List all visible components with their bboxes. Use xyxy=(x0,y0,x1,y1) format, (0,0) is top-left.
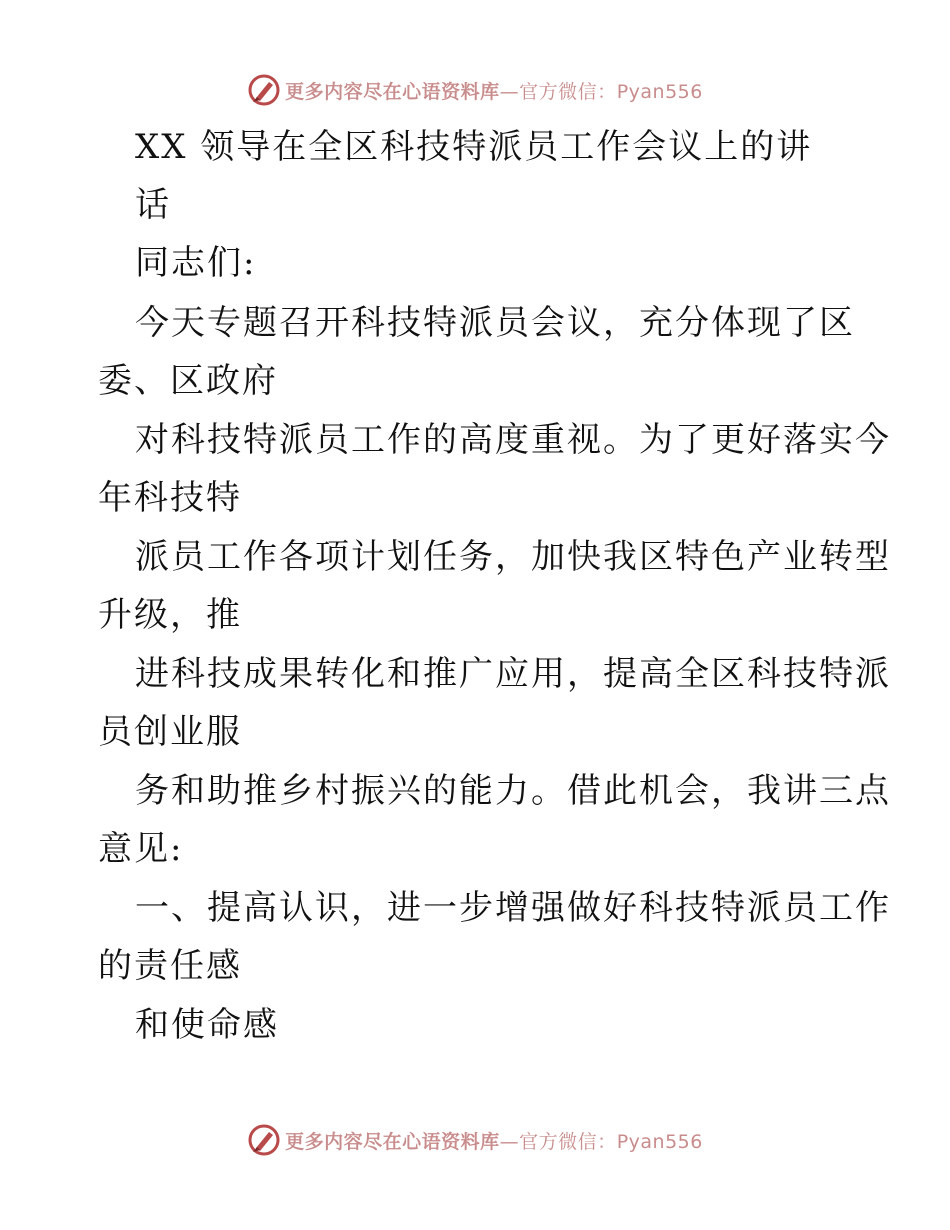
doc-line: 和使命感 xyxy=(135,1005,279,1045)
doc-line: 升级，推 xyxy=(98,595,242,635)
doc-line: 务和助推乡村振兴的能力。借此机会，我讲三点 xyxy=(135,771,891,811)
doc-line: 的责任感 xyxy=(98,946,242,986)
doc-title-line-2: 话 xyxy=(135,185,171,225)
doc-line: 进科技成果转化和推广应用，提高全区科技特派 xyxy=(135,654,891,694)
watermark-dash: — xyxy=(499,1130,520,1153)
watermark-wechat-id: Pyan556 xyxy=(616,1130,703,1153)
watermark-official-label: 官方微信： xyxy=(519,1130,617,1153)
doc-line: 委、区政府 xyxy=(98,361,278,401)
doc-line: 对科技特派员工作的高度重视。为了更好落实今 xyxy=(135,420,891,460)
doc-line: 一、提高认识，进一步增强做好科技特派员工作 xyxy=(135,888,891,928)
doc-line: 年科技特 xyxy=(98,478,242,518)
doc-salutation: 同志们: xyxy=(135,243,257,283)
doc-line: 派员工作各项计划任务，加快我区特色产业转型 xyxy=(135,537,891,577)
watermark-text: 更多内容尽在心语资料库 xyxy=(285,1130,500,1153)
watermark-dash: — xyxy=(499,80,520,103)
doc-line: 员创业服 xyxy=(98,712,242,752)
doc-title-line-1: XX 领导在全区科技特派员工作会议上的讲 xyxy=(135,127,813,167)
watermark-text: 更多内容尽在心语资料库 xyxy=(285,80,500,103)
doc-line: 今天专题召开科技特派员会议，充分体现了区 xyxy=(135,303,855,343)
watermark-footer xyxy=(0,1120,950,1160)
doc-line: 意见: xyxy=(98,829,184,869)
watermark-wechat-id: Pyan556 xyxy=(616,80,703,103)
pen-circle-logo-icon xyxy=(247,1123,281,1157)
watermark-header xyxy=(0,70,950,110)
watermark-official-label: 官方微信： xyxy=(519,80,617,103)
pen-circle-logo-icon xyxy=(247,73,281,107)
